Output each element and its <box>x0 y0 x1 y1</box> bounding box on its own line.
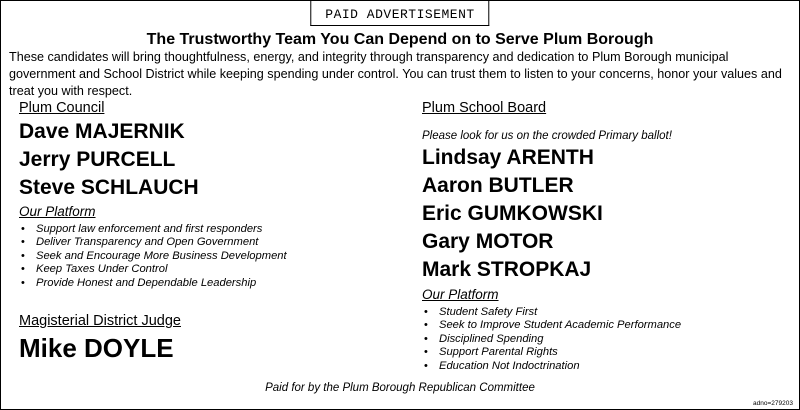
right-column <box>422 100 792 373</box>
school-board-platform-list <box>422 306 792 373</box>
school-board-candidate: Gary MOTOR <box>422 230 554 253</box>
council-candidate: Jerry PURCELL <box>19 148 176 171</box>
list-item: • Provide Honest and Dependable Leadership <box>21 276 257 289</box>
list-item: • Seek and Encourage More Business Development <box>21 249 287 262</box>
school-board-candidate: Eric GUMKOWSKI <box>422 202 603 225</box>
bullet-icon: • <box>424 332 428 345</box>
school-board-title: Plum School Board <box>422 100 547 116</box>
list-item: • Support Parental Rights <box>424 346 558 359</box>
list-item: • Deliver Transparency and Open Government <box>21 236 259 249</box>
council-candidate: Steve SCHLAUCH <box>19 176 199 199</box>
bullet-icon: • <box>21 263 25 276</box>
paid-advertisement-tag: PAID ADVERTISEMENT <box>310 1 489 26</box>
judge-title: Magisterial District Judge <box>19 313 181 330</box>
bullet-icon: • <box>424 319 428 332</box>
list-item: • Seek to Improve Student Academic Performance <box>424 319 682 332</box>
bullet-icon: • <box>21 276 25 289</box>
bullet-icon: • <box>424 359 428 372</box>
school-board-candidate: Aaron BUTLER <box>422 174 574 197</box>
school-board-candidate: Mark STROPKAJ <box>422 258 592 281</box>
list-item: • Support law enforcement and first responders <box>21 223 263 235</box>
paid-for-by-footer: Paid for by the Plum Borough Republican Committee <box>265 382 535 394</box>
council-platform-title: Our Platform <box>19 204 96 219</box>
bullet-icon: • <box>21 236 25 249</box>
school-board-candidate: Lindsay ARENTH <box>422 146 594 169</box>
bullet-icon: • <box>424 306 428 318</box>
school-board-note: Please look for us on the crowded Primary ballot! <box>422 130 672 142</box>
list-item: • Disciplined Spending <box>424 332 544 345</box>
judge-candidate: Mike DOYLE <box>19 333 174 364</box>
council-platform-list <box>19 223 399 290</box>
school-board-platform-title: Our Platform <box>422 287 499 302</box>
ad-number: adno=279203 <box>753 400 793 407</box>
list-item: • Education Not Indoctrination <box>424 359 580 372</box>
list-item: • Student Safety First <box>424 306 538 318</box>
ad-headline: The Trustworthy Team You Can Depend on to Serve Plum Borough <box>146 31 654 48</box>
bullet-icon: • <box>424 346 428 359</box>
ad-intro: These candidates will bring thoughtfulness, energy, and integrity through transparency and dedication to Plum Borough municipal government and School District while keeping spending under control. You can trust them to listen to your concerns, honor your values and treat you with respect. <box>9 50 782 98</box>
bullet-icon: • <box>21 249 25 262</box>
bullet-icon: • <box>21 223 25 235</box>
list-item: • Keep Taxes Under Control <box>21 263 168 276</box>
council-candidate: Dave MAJERNIK <box>19 120 185 143</box>
council-title: Plum Council <box>19 100 105 116</box>
left-column <box>19 100 399 363</box>
